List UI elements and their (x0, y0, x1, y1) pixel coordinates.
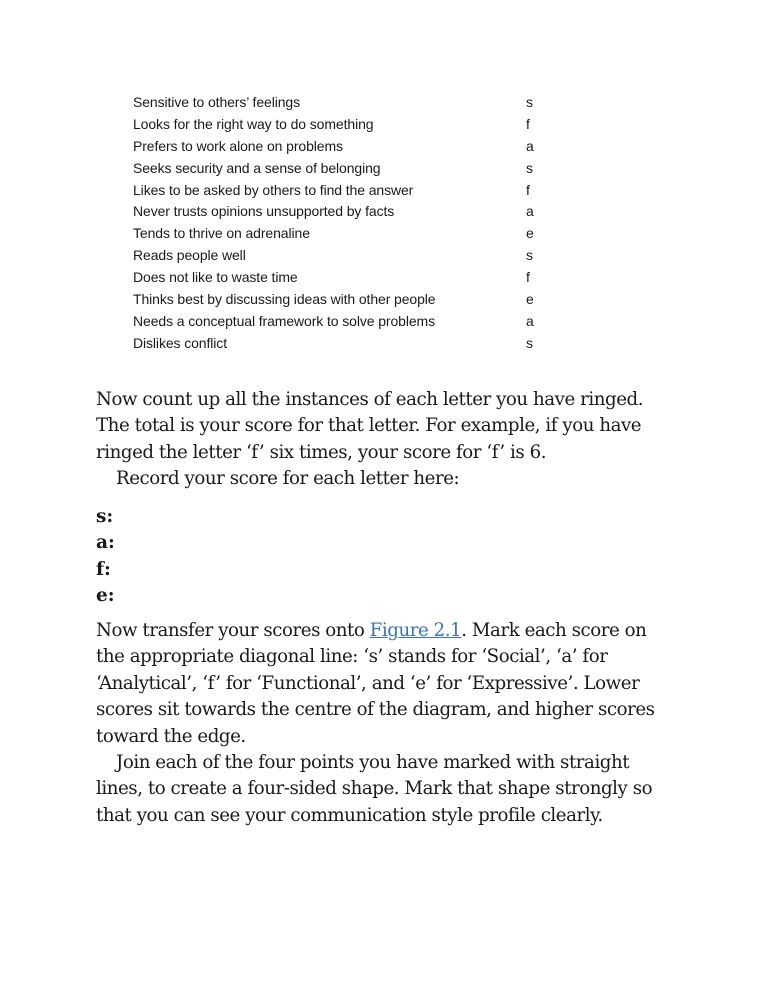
count-paragraph: Now count up all the instances of each letter you have ringed. The total is your score for that letter. For example, if you have ringed the letter ‘f’ six times, your score for ‘f’ is 6. (96, 389, 644, 463)
trait-text: Likes to be asked by others to find the answer (133, 181, 414, 198)
transfer-before-link: Now transfer your scores onto (96, 620, 370, 641)
trait-text: Does not like to waste time (133, 269, 298, 286)
trait-text: Thinks best by discussing ideas with other people (133, 290, 436, 307)
trait-text: Dislikes conflict (133, 334, 227, 351)
trait-row (133, 310, 553, 332)
score-s-label: s: (96, 506, 114, 527)
trait-row (133, 135, 553, 157)
trait-letter: e (526, 290, 534, 307)
trait-letter: s (526, 159, 533, 176)
instructions-count (96, 387, 676, 493)
trait-row (133, 244, 553, 266)
trait-text: Never trusts opinions unsupported by facts (133, 203, 395, 220)
trait-letter: a (526, 312, 534, 329)
trait-letter: s (526, 93, 533, 110)
trait-letter: f (526, 269, 530, 286)
figure-link[interactable]: Figure 2.1 (369, 620, 462, 641)
join-text: Join each of the four points you have marked with straight lines, to create a four-sided shape. Mark that shape strongly so that you can see your communication style profile clearly. (96, 752, 653, 826)
trait-row (133, 179, 553, 201)
trait-text: Prefers to work alone on problems (133, 137, 343, 154)
score-a-label: a: (96, 532, 115, 554)
record-paragraph (96, 466, 676, 492)
trait-row (133, 222, 553, 244)
trait-text: Tends to thrive on adrenaline (133, 225, 310, 242)
score-f-label: f: (96, 558, 111, 580)
trait-text: Reads people well (133, 247, 246, 264)
score-list (96, 504, 115, 610)
trait-letter: e (526, 225, 534, 242)
trait-letter: a (526, 137, 534, 154)
trait-row (133, 91, 553, 113)
trait-letter: f (526, 181, 530, 198)
trait-letter: s (526, 334, 533, 351)
trait-text: Sensitive to others’ feelings (133, 93, 301, 110)
trait-text: Needs a conceptual framework to solve problems (133, 312, 435, 329)
transfer-paragraph (96, 618, 676, 750)
trait-row (133, 288, 553, 310)
trait-letter: f (526, 115, 530, 132)
trait-letter: s (526, 247, 533, 264)
score-e-label: e: (96, 585, 115, 607)
trait-row (133, 266, 553, 288)
record-text: Record your score for each letter here: (116, 468, 460, 490)
trait-row (133, 157, 553, 179)
trait-text: Seeks security and a sense of belonging (133, 159, 381, 176)
trait-row (133, 113, 553, 135)
instructions-transfer (96, 618, 676, 829)
join-paragraph (96, 750, 676, 829)
trait-row (133, 332, 553, 354)
trait-list (133, 91, 553, 354)
trait-row (133, 200, 553, 222)
transfer-after-link: . Mark each score on the appropriate diagonal line: ‘s’ stands for ‘Social’, ‘a’ for ‘Analytical’, ‘f’ for ‘Functional’, and ‘e’ for ‘Expressive’. Lower scores sit towards the centre of the diagram, and higher scores toward the edge. (96, 620, 655, 747)
trait-letter: a (526, 203, 534, 220)
trait-text: Looks for the right way to do something (133, 115, 374, 132)
